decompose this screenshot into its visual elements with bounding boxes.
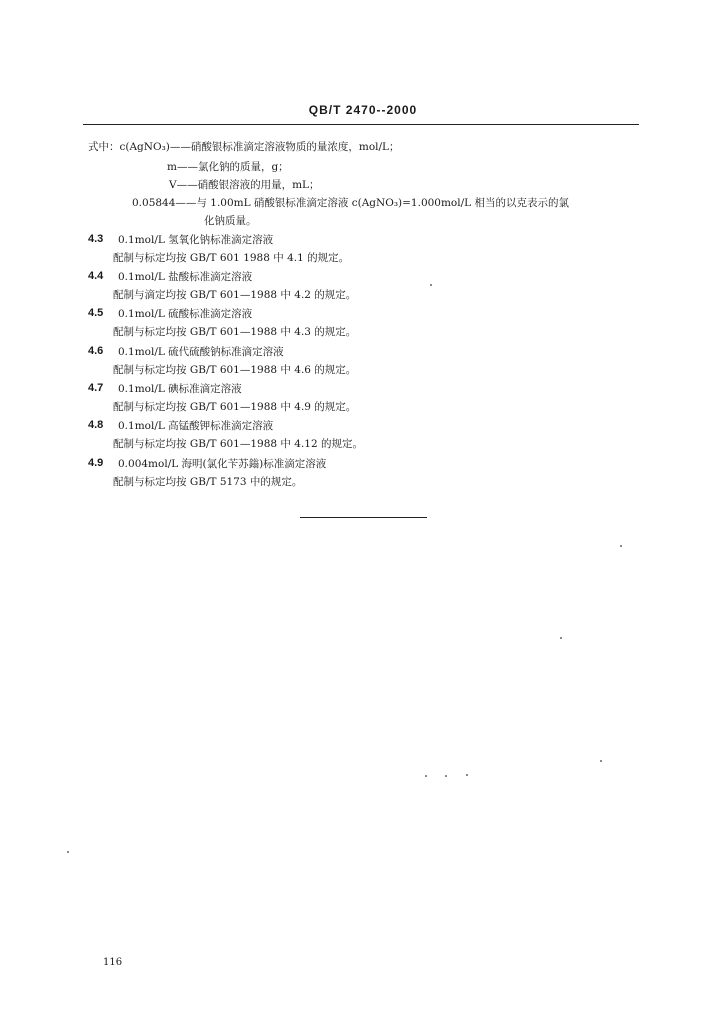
legend-c-line: 式中：c(AgNO₃)——硝酸银标准滴定溶液物质的量浓度，mol/L； — [88, 141, 400, 153]
legend-v-line: V——硝酸银溶液的用量，mL； — [169, 179, 320, 191]
end-of-text-rule — [300, 517, 427, 518]
legend-const-line-1: 0.05844——与 1.00mL 硝酸银标准滴定溶液 c(AgNO₃)=1.000mol/L 相当的以克表示的氯 — [132, 197, 569, 209]
section-title: 0.1mol/L 硫酸标准滴定溶液 — [118, 308, 253, 320]
section-number: 4.5 — [88, 307, 104, 319]
section-title: 0.004mol/L 海明(氯化苄苏鎓)标准滴定溶液 — [118, 458, 327, 470]
section-body: 配制与标定均按 GB/T 601—1988 中 4.3 的规定。 — [113, 326, 357, 338]
scan-speck — [67, 851, 69, 853]
section-number: 4.7 — [88, 382, 104, 394]
scan-speck — [430, 284, 432, 286]
scan-speck — [445, 775, 447, 777]
section-number: 4.4 — [88, 270, 104, 282]
header-rule — [83, 124, 639, 125]
section-number: 4.9 — [88, 457, 104, 469]
section-title: 0.1mol/L 碘标准滴定溶液 — [118, 383, 242, 395]
section-title: 0.1mol/L 硫代硫酸钠标准滴定溶液 — [118, 346, 284, 358]
scan-speck — [600, 760, 602, 762]
section-body: 配制与标定均按 GB/T 601 1988 中 4.1 的规定。 — [113, 252, 350, 264]
legend-const-line-2: 化钠质量。 — [204, 215, 257, 227]
section-body: 配制与标定均按 GB/T 601—1988 中 4.9 的规定。 — [113, 401, 357, 413]
section-body: 配制与标定均按 GB/T 601—1988 中 4.12 的规定。 — [113, 438, 363, 450]
page-number: 116 — [103, 957, 123, 968]
section-number: 4.3 — [88, 233, 104, 245]
scan-speck — [560, 637, 562, 639]
scan-speck — [425, 775, 427, 777]
section-title: 0.1mol/L 盐酸标准滴定溶液 — [118, 271, 253, 283]
standard-code-header: QB/T 2470--2000 — [308, 103, 418, 117]
legend-m-line: m——氯化钠的质量，g； — [167, 161, 289, 173]
section-body: 配制与标定均按 GB/T 601—1988 中 4.6 的规定。 — [113, 364, 357, 376]
section-body: 配制与滴定均按 GB/T 601—1988 中 4.2 的规定。 — [113, 289, 357, 301]
section-number: 4.6 — [88, 345, 104, 357]
section-body: 配制与标定均按 GB/T 5173 中的规定。 — [113, 476, 303, 488]
section-title: 0.1mol/L 高锰酸钾标准滴定溶液 — [118, 420, 274, 432]
section-number: 4.8 — [88, 419, 104, 431]
section-title: 0.1mol/L 氢氧化钠标准滴定溶液 — [118, 234, 274, 246]
scan-speck — [620, 545, 622, 547]
scan-speck — [466, 774, 468, 776]
